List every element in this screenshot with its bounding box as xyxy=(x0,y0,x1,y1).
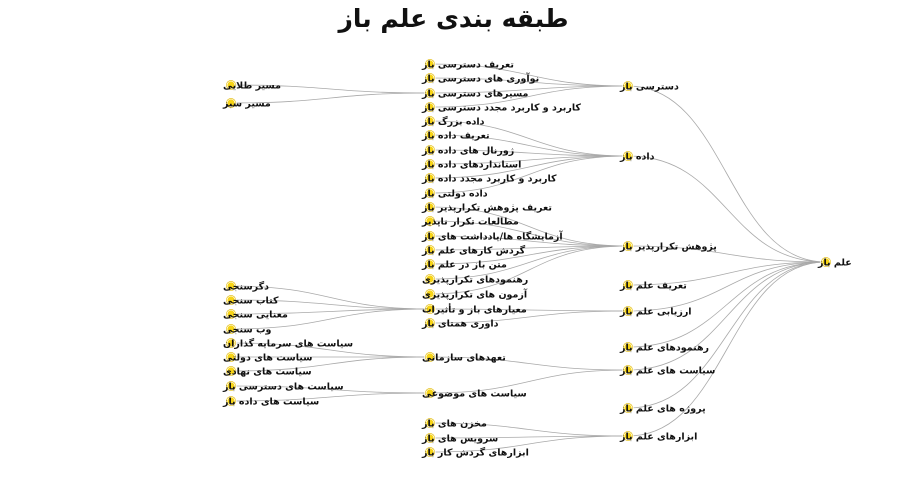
node-label: معیارهای باز و تأثیرات xyxy=(422,304,527,316)
tree-node-root xyxy=(817,257,852,268)
node-label: سیاست های دولتی xyxy=(223,352,313,364)
tree-node-gc-0-2-1 xyxy=(222,98,271,109)
tree-node-child-2-6 xyxy=(422,288,528,301)
tree-node-child-8-2 xyxy=(421,447,529,459)
tree-edge xyxy=(628,262,826,347)
node-label: سیاست های نهادی xyxy=(223,366,312,378)
node-label: مطالعات تکرار ناپذیر xyxy=(422,216,519,228)
node-label: ژورنال های داده باز xyxy=(422,145,515,157)
tree-node-child-8-1 xyxy=(421,433,498,444)
tree-node-child-0-1 xyxy=(421,72,539,85)
tree-node-cat-6 xyxy=(619,365,715,376)
tree-node-child-1-2 xyxy=(421,145,514,156)
node-label: ارزیابی علم باز xyxy=(620,306,692,318)
node-label: سیاست های داده باز xyxy=(223,396,320,408)
tree-node-child-2-1 xyxy=(421,216,519,227)
tree-node-child-0-0 xyxy=(421,59,514,70)
tree-node-cat-4 xyxy=(619,306,692,317)
tree-node-cat-1 xyxy=(619,151,655,162)
node-label: گردش کارهای علم باز xyxy=(422,245,526,257)
node-label: کاربرد و کاربرد مجدد داده باز xyxy=(422,173,557,185)
tree-node-cat-2 xyxy=(619,241,717,252)
tree-node-gc-0-2-0 xyxy=(223,80,281,91)
tree-node-child-1-5 xyxy=(421,188,488,199)
node-label: داوری همتای باز xyxy=(422,318,499,330)
tree-edge xyxy=(628,86,826,262)
tree-node-child-1-4 xyxy=(421,173,557,184)
node-label: وب سنجی xyxy=(223,324,272,336)
tree-node-cat-3 xyxy=(619,280,687,291)
node-label: مسیرهای دسترسی باز xyxy=(422,88,529,100)
node-label: ابزارهای گردش کار باز xyxy=(422,447,529,459)
node-label: داده بزرگ باز xyxy=(422,116,485,128)
tree-node-child-1-1 xyxy=(421,130,490,141)
node-label: سیاست های سرمایه گذاران xyxy=(223,338,354,350)
node-label: سرویس های باز xyxy=(422,433,499,445)
node-label: رهنمودهای علم باز xyxy=(620,342,710,354)
node-label: نوآوری های دسترسی باز xyxy=(422,73,540,85)
node-label: دسترسی باز xyxy=(620,81,679,93)
tree-node-child-4-0 xyxy=(422,303,527,316)
tree-node-cat-8 xyxy=(619,431,697,442)
tree-node-gc-4-0-3 xyxy=(223,324,272,335)
tree-node-cat-7 xyxy=(619,403,706,414)
node-label: استانداردهای داده باز xyxy=(422,159,522,171)
tree-node-gc-6-0-2 xyxy=(223,366,312,377)
node-label: کتاب سنجی xyxy=(223,295,279,307)
node-label: معنایی سنجی xyxy=(223,309,288,321)
node-label: دگرسنجی xyxy=(223,281,269,293)
tree-node-gc-4-0-1 xyxy=(223,295,279,306)
tree-node-gc-4-0-2 xyxy=(223,309,288,320)
node-label: آزمون های تکرارپذیری xyxy=(422,289,528,301)
tree-node-child-4-1 xyxy=(421,318,499,329)
tree-edges xyxy=(231,64,826,452)
node-label: متن باز در علم باز xyxy=(422,259,507,271)
node-label: کاربرد و کاربرد مجدد دسترسی باز xyxy=(422,102,581,114)
node-label: تعریف داده باز xyxy=(422,130,490,142)
tree-node-child-8-0 xyxy=(421,418,487,429)
tree-node-gc-6-1-0 xyxy=(222,381,344,392)
node-label: داده دولتی باز xyxy=(422,188,488,200)
node-label: تعریف علم باز xyxy=(620,280,687,292)
tree-node-child-6-1 xyxy=(422,388,527,399)
node-label: تعهدهای سازمانی xyxy=(422,352,506,364)
tree-node-gc-6-0-0 xyxy=(223,338,353,350)
node-label: ابزارهای علم باز xyxy=(620,431,698,443)
tree-node-child-1-0 xyxy=(421,116,485,128)
node-label: مخزن های باز xyxy=(422,418,487,430)
tree-node-cat-0 xyxy=(619,81,679,92)
node-label: سیاست های علم باز xyxy=(620,365,716,377)
node-label: سیاست های موضوعی xyxy=(422,388,527,400)
tree-node-gc-4-0-0 xyxy=(223,281,269,293)
tree-node-child-6-0 xyxy=(422,352,506,363)
tree-nodes xyxy=(222,59,852,458)
tree-node-child-2-5 xyxy=(422,274,528,285)
node-label: تعریف پژوهش تکرارپذیر باز xyxy=(422,202,552,214)
node-label: مسیر سبز xyxy=(223,98,271,110)
node-label: سیاست های دسترسی باز xyxy=(223,381,344,393)
page-title: طبقه بندی علم باز xyxy=(338,4,569,33)
tree-node-child-2-0 xyxy=(421,202,552,213)
tree-node-child-0-3 xyxy=(421,102,581,113)
tree-node-child-2-2 xyxy=(421,230,563,243)
tree-node-cat-5 xyxy=(619,342,709,353)
node-label: آزمایشگاه ها/یادداشت های باز xyxy=(422,231,563,243)
tree-node-child-0-2 xyxy=(421,88,528,99)
node-label: پروژه های علم باز xyxy=(620,403,706,415)
tree-node-child-2-3 xyxy=(421,245,526,257)
node-label: علم باز xyxy=(818,257,852,269)
node-label: تعریف دسترسی باز xyxy=(422,59,514,71)
tree-node-child-2-4 xyxy=(421,259,507,270)
tree-node-gc-6-1-1 xyxy=(222,396,319,407)
node-label: داده باز xyxy=(620,151,655,163)
node-label: رهنمودهای تکرارپذیری xyxy=(422,274,529,286)
tree-node-gc-6-0-1 xyxy=(223,352,313,363)
node-label: پژوهش تکرارپذیر باز xyxy=(620,241,717,253)
tree-node-child-1-3 xyxy=(421,159,521,170)
node-label: مسیر طلایی xyxy=(223,80,281,92)
